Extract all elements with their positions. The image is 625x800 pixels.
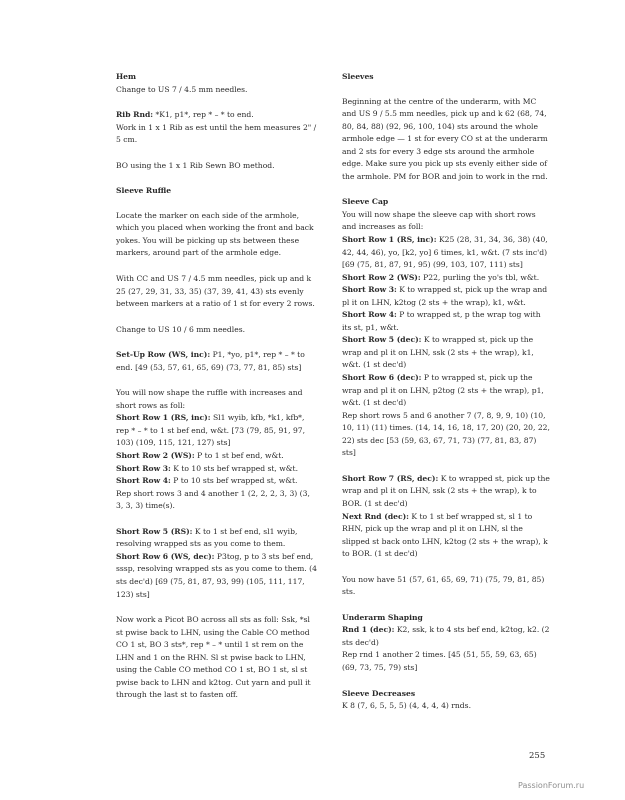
rib-round-label: Rib Rnd: (116, 110, 154, 120)
short-row-2-text: P to 1 st bef end, w&t. (194, 451, 284, 461)
short-row-6-label: Short Row 6 (WS, dec): (116, 551, 215, 561)
cap-short-row-5-label: Short Row 5 (dec): (342, 335, 422, 345)
cap-short-row-7-label: Short Row 7 (RS, dec): (342, 473, 439, 483)
ruffle-shaping-intro: You will now shape the ruffle with increases and short rows as foll: (116, 388, 303, 410)
stitch-count-summary: You now have 51 (57, 61, 65, 69, 71) (75, 79, 81, 85) sts. (342, 574, 545, 597)
rib-round-text: *K1, p1*, rep * – * to end. (153, 110, 254, 120)
ruffle-pickup-paragraph: With CC and US 7 / 4.5 mm needles, pick up and k 25 (27, 29, 31, 33, 35) (37, 39, 41, 43) sts evenly between markers at a ratio of 1 st for every 2 rows. (116, 274, 315, 309)
underarm-round-1-label: Rnd 1 (dec): (342, 625, 395, 635)
underarm-shaping-heading: Underarm Shaping (342, 612, 423, 622)
next-round (342, 511, 552, 561)
underarm-round-1 (342, 624, 552, 649)
underarm-repeat: Rep rnd 1 another 2 times. [45 (51, 55, 59, 63, 65) (69, 73, 75, 79) sts] (342, 650, 537, 672)
short-row-6-text: P3tog, p to 3 sts bef end, sssp, resolving wrapped sts as you come to them. (4 sts dec'd) [69 (75, 81, 87, 93, 99) (105, 111, 117, 123) sts] (116, 551, 317, 599)
watermark: PassionForum.ru (518, 781, 585, 790)
short-row-4-label: Short Row 4: (116, 476, 171, 486)
hem-bind-off: BO using the 1 x 1 Rib Sewn BO method. (116, 160, 275, 170)
rib-continue: Work in 1 x 1 Rib as est until the hem measures 2" / 5 cm. (116, 122, 317, 145)
cap-short-row-1-text: K25 (28, 31, 34, 36, 38) (40, 42, 44, 46), yo, [k2, yo] 6 times, k1, w&t. (7 sts inc'd) [69 (75, 81, 87, 91, 95) (99, 103, 107, 111) sts] (342, 235, 548, 270)
cap-short-row-2-label: Short Row 2 (WS): (342, 272, 421, 282)
sleeve-decreases-text: K 8 (7, 6, 5, 5, 5) (4, 4, 4, 4) rnds. (342, 701, 471, 711)
next-round-label: Next Rnd (dec): (342, 511, 409, 521)
cap-short-row-6-text: P to wrapped st, pick up the wrap and pl it on LHN, p2tog (2 sts + the wrap), p1, w&t. (1 st dec'd) (342, 373, 544, 408)
rib-round (116, 109, 318, 122)
sleeve-ruffle-heading (116, 185, 318, 198)
short-row-1-label: Short Row 1 (RS, inc): (116, 413, 211, 423)
short-row-3 (116, 463, 318, 476)
next-round-text: K to 1 st bef wrapped st, sl 1 to RHN, pick up the wrap and pl it on LHN, sl the slipped st back onto LHN, k2tog (2 sts + the wrap), k to BOR. (1 st dec'd) (342, 511, 548, 559)
sleeve-cap-intro: You will now shape the sleeve cap with short rows and increases as foll: (342, 209, 536, 232)
cap-short-row-3 (342, 284, 552, 309)
short-rows-repeat: Rep short rows 3 and 4 another 1 (2, 2, 2, 3, 3) (3, 3, 3, 3) time(s). (116, 488, 310, 511)
cap-short-row-7-text: K to wrapped st, pick up the wrap and pl it on LHN, ssk (2 sts + the wrap), k to BOR. (1 st dec'd) (342, 473, 550, 508)
picot-bind-off: Now work a Picot BO across all sts as foll: Ssk, *sl st pwise back to LHN, using the Cable CO method CO 1 st, BO 3 sts*, rep * – * until 1 st rem on the LHN and 1 on the RHN. Sl st pwise back to LHN, using the Cable CO method CO 1 st, BO 1 st, sl st pwise back to LHN and k2tog. Cut yarn and pull it through the last st to fasten off. (116, 615, 311, 700)
cap-short-rows-repeat: Rep short rows 5 and 6 another 7 (7, 8, 9, 9, 10) (10, 10, 11) (11) times. (14, 14, 16, 18, 17, 20) (20, 20, 22, 22) sts dec [53 (59, 63, 67, 71, 73) (77, 81, 83, 87) sts] (342, 410, 550, 458)
short-row-3-label: Short Row 3: (116, 463, 171, 473)
setup-row-label: Set-Up Row (WS, inc): (116, 350, 211, 360)
underarm-round-1-text: K2, ssk, k to 4 sts bef end, k2tog, k2. (2 sts dec'd) (342, 625, 550, 647)
cap-short-row-1 (342, 234, 552, 272)
cap-short-row-7 (342, 473, 552, 511)
sleeves-pickup-paragraph: Beginning at the centre of the underarm, with MC and US 9 / 5.5 mm needles, pick up and k 62 (68, 74, 80, 84, 88) (92, 96, 100, 104) sts around the whole armhole edge — 1 st for every CO st at the underarm and 2 sts for every 3 edge sts around the armhole edge. Make sure you pick up sts evenly either side of the armhole. PM for BOR and join to work in the rnd. (342, 96, 548, 181)
cap-short-row-5-text: K to wrapped st, pick up the wrap and pl it on LHN, ssk (2 sts + the wrap), k1, w&t. (1 st dec'd) (342, 335, 534, 370)
short-row-3-text: K to 10 sts bef wrapped st, w&t. (170, 463, 298, 473)
sleeve-cap-heading: Sleeve Cap (342, 197, 389, 207)
cap-short-row-3-text: K to wrapped st, pick up the wrap and pl it on LHN, k2tog (2 sts + the wrap), k1, w&t. (342, 285, 548, 307)
page-number: 255 (529, 751, 546, 761)
cap-short-row-4-label: Short Row 4: (342, 310, 397, 320)
short-row-4 (116, 475, 318, 488)
short-row-1-text: Sl1 wyib, kfb, *k1, kfb*, rep * – * to 1 st bef end, w&t. [73 (79, 85, 91, 97, 103) (109, 115, 121, 127) sts] (116, 413, 306, 448)
cap-short-row-6 (342, 372, 552, 410)
cap-short-row-3-label: Short Row 3: (342, 285, 397, 295)
ruffle-needle-change: Change to US 10 / 6 mm needles. (116, 324, 246, 334)
sleeve-decreases-heading: Sleeve Decreases (342, 688, 416, 698)
cap-short-row-4 (342, 309, 552, 334)
cap-short-row-2 (342, 272, 552, 285)
short-row-5-label: Short Row 5 (RS): (116, 526, 193, 536)
short-row-2 (116, 450, 318, 463)
cap-short-row-1-label: Short Row 1 (RS, inc): (342, 235, 437, 245)
short-row-6 (116, 551, 318, 601)
short-row-2-label: Short Row 2 (WS): (116, 451, 195, 461)
short-row-5-text: K to 1 st bef end, sl1 wyib, resolving wrapped sts as you come to them. (116, 526, 298, 549)
cap-short-row-2-text: P22, purling the yo's tbl, w&t. (420, 272, 540, 282)
sleeves-heading: Sleeves (342, 72, 374, 81)
setup-row-text: P1, *yo, p1*, rep * – * to end. [49 (53, 57, 61, 65, 69) (73, 77, 81, 85) sts] (116, 350, 305, 372)
sleeve-ruffle-title: Sleeve Ruffle (116, 186, 172, 196)
hem-needle-change: Change to US 7 / 4.5 mm needles. (116, 84, 248, 94)
setup-row (116, 349, 318, 374)
short-row-4-text: P to 10 sts bef wrapped st, w&t. (170, 476, 298, 486)
cap-short-row-6-label: Short Row 6 (dec): (342, 373, 422, 383)
short-row-5 (116, 526, 318, 551)
right-column (342, 71, 552, 713)
hem-heading: Hem (116, 72, 137, 81)
cap-short-row-5 (342, 334, 552, 372)
ruffle-marker-paragraph: Locate the marker on each side of the armhole, which you placed when working the front and back yokes. You will be picking up sts between these markers, around part of the armhole edge. (116, 210, 314, 258)
left-column (116, 71, 318, 715)
short-row-1 (116, 412, 318, 450)
cap-short-row-4-text: P to wrapped st, p the wrap tog with its st, p1, w&t. (342, 310, 541, 332)
